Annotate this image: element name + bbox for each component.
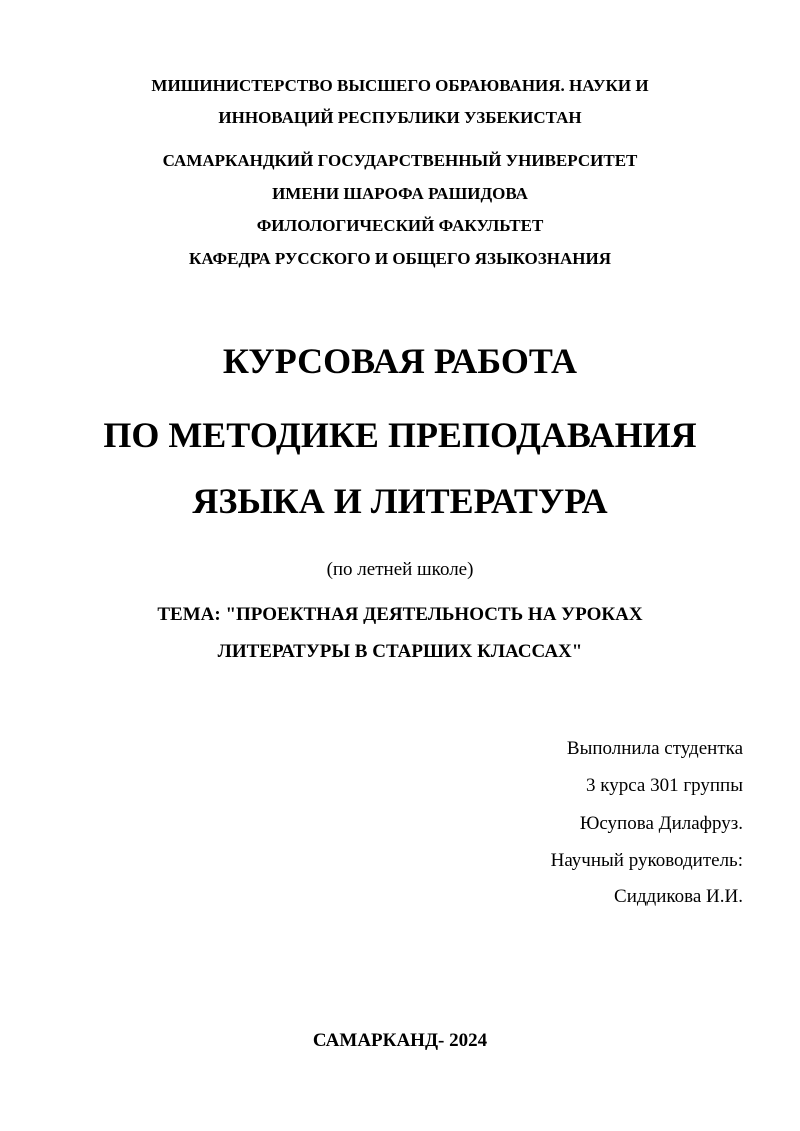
ministry-line-2: ИННОВАЦИЙ РЕСПУБЛИКИ УЗБЕКИСТАН (218, 108, 582, 127)
ministry-line-1: МИШИНИСТЕРСТВО ВЫСШЕГО ОБРАЮВАНИЯ. НАУКИ И (151, 76, 649, 95)
city-year: САМАРКАНД- 2024 (312, 1030, 488, 1051)
supervisor-name: Сиддикова И.И. (614, 886, 743, 907)
document-title-line-1: КУРСОВАЯ РАБОТА (222, 341, 578, 381)
author-line-1: Выполнила студентка (566, 738, 743, 759)
document-subtitle: (по летней школе) (326, 559, 474, 580)
topic-line-2: ЛИТЕРАТУРЫ В СТАРШИХ КЛАССАХ" (217, 641, 583, 662)
university-line-1: САМАРКАНДКИЙ ГОСУДАРСТВЕННЫЙ УНИВЕРСИТЕТ (162, 151, 638, 170)
author-line-2: 3 курса 301 группы (586, 775, 743, 796)
university-line-2: ИМЕНИ ШАРОФА РАШИДОВА (272, 184, 528, 203)
author-name: Юсупова Дилафруз. (579, 813, 743, 834)
supervisor-label: Научный руководитель: (550, 850, 743, 871)
faculty-name: ФИЛОЛОГИЧЕСКИЙ ФАКУЛЬТЕТ (256, 216, 544, 235)
document-title-line-2: ПО МЕТОДИКЕ ПРЕПОДАВАНИЯ (103, 415, 697, 455)
topic-line-1: ТЕМА: "ПРОЕКТНАЯ ДЕЯТЕЛЬНОСТЬ НА УРОКАХ (157, 604, 643, 625)
document-title-line-3: ЯЗЫКА И ЛИТЕРАТУРА (192, 481, 608, 521)
department-name: КАФЕДРА РУССКОГО И ОБЩЕГО ЯЗЫКОЗНАНИЯ (189, 249, 611, 268)
